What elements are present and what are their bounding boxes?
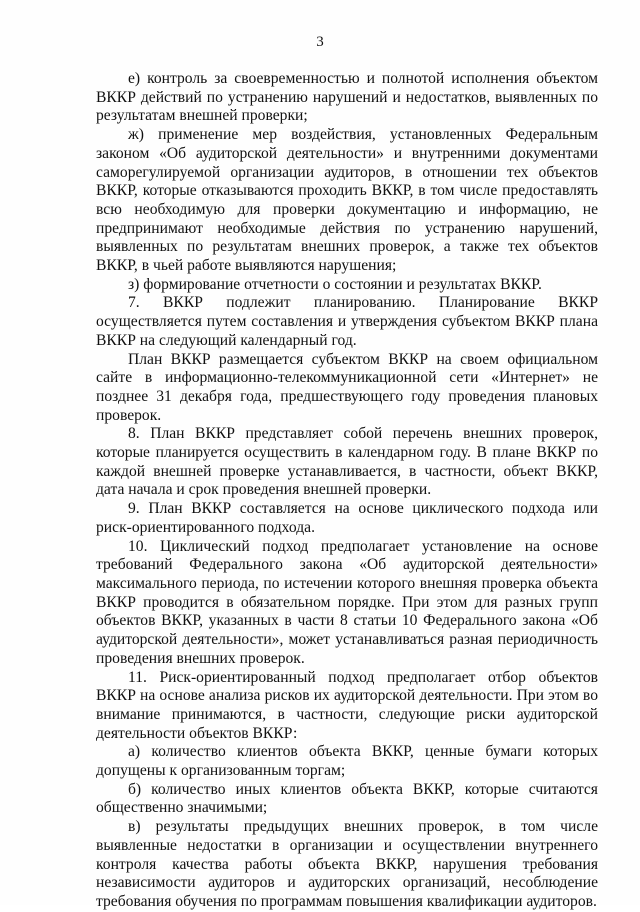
paragraph-item-zh: ж) применение мер воздействия, установленных Федеральным законом «Об аудиторской деятельности» и внутренними документами саморегулируемой организации аудиторов, в отношении тех объектов ВККР, которые отказываются проходить ВККР, в том числе предоставлять всю необходимую для проверки документацию и информацию, не предпринимают необходимые действия по устранению нарушений, выявленных по результатам внешних проверок, а также тех объектов ВККР, в чьей работе выявляются нарушения; [96,126,598,275]
paragraph-clause-8: 8. План ВККР представляет собой перечень внешних проверок, которые планируется осуществить в календарном году. В плане ВККР по каждой внешней проверке устанавливается, в частности, объект ВККР, дата начала и срок проведения внешней проверки. [96,425,598,499]
paragraph-clause-10: 10. Циклический подход предполагает установление на основе требований Федерального закона «Об аудиторской деятельности» максимального периода, по истечении которого внешняя проверка объекта ВККР проводится в обязательном порядке. При этом для разных групп объектов ВККР, указанных в части 8 статьи 10 Федерального закона «Об аудиторской деятельности», может устанавливаться разная периодичность проведения внешних проверок. [96,537,598,667]
paragraph-clause-9: 9. План ВККР составляется на основе циклического подхода или риск-ориентированного подхода. [96,500,598,536]
paragraph-item-z: з) формирование отчетности о состоянии и результатах ВККР. [128,275,542,293]
paragraph-risk-a: а) количество клиентов объекта ВККР, ценные бумаги которых допущены к организованным торгам; [96,743,598,780]
paragraph-risk-v: в) результаты предыдущих внешних проверок, в том числе выявленные недостатки в организации и осуществлении внутреннего контроля качества работы объекта ВККР, нарушения требования независимости аудиторов и аудиторских организаций, несоблюдение требования обучения по программам повышения квалификации аудиторов. [96,818,598,910]
paragraph-risk-b: б) количество иных клиентов объекта ВККР, которые считаются общественно значимыми; [96,780,598,817]
document-body [96,70,598,912]
paragraph-item-e: е) контроль за своевременностью и полнотой исполнения объектом ВККР действий по устранению нарушений и недостатков, выявленных по результатам внешней проверки; [96,70,598,125]
paragraph-clause-7: 7. ВККР подлежит планированию. Планирование ВККР осуществляется путем составления и утверждения субъектом ВККР плана ВККР на следующий календарный год. [96,294,598,349]
page-number: 3 [316,34,324,50]
paragraph-plan-publication: План ВККР размещается субъектом ВККР на своем официальном сайте в информационно-телекоммуникационной сети «Интернет» не позднее 31 декабря года, предшествующего году проведения плановых проверок. [96,350,598,424]
paragraph-clause-11: 11. Риск-ориентированный подход предполагает отбор объектов ВККР на основе анализа рисков их аудиторской деятельности. При этом во внимание принимаются, в частности, следующие риски аудиторской деятельности объектов ВККР: [96,668,598,742]
